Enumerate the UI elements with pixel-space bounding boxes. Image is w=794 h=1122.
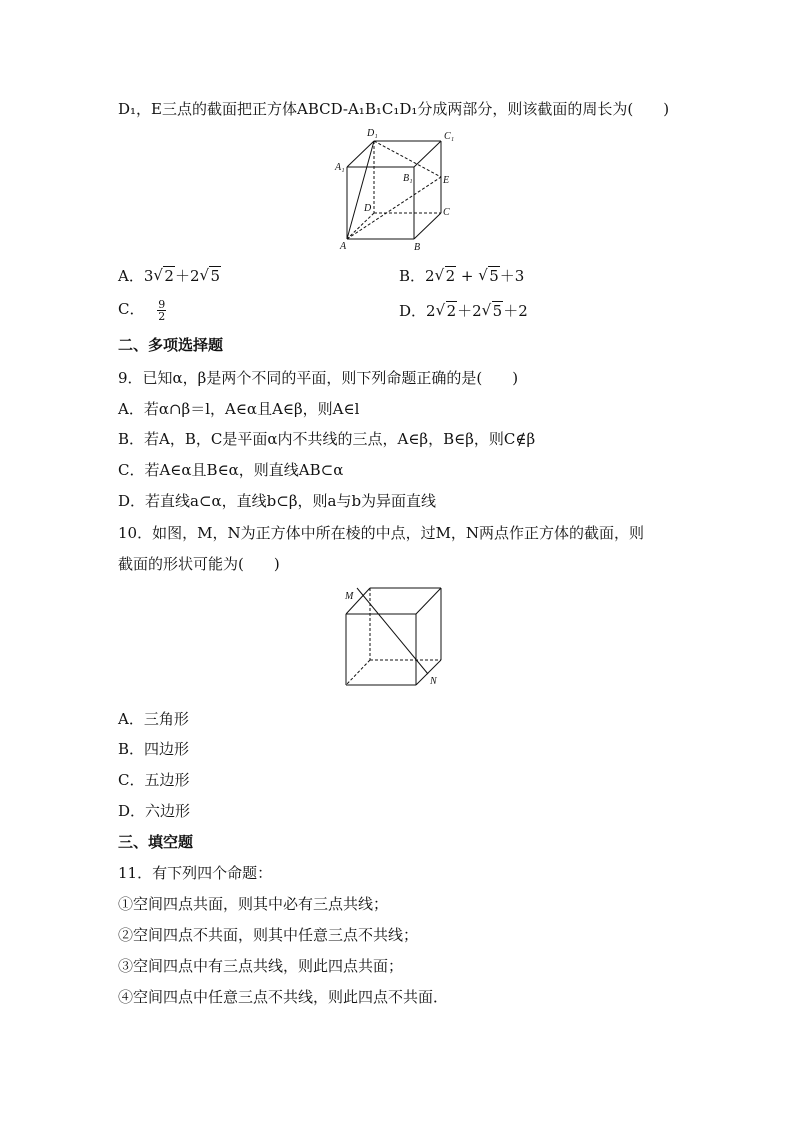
q8-option-d[interactable]: D．2√ 2＋2√ 5＋2	[399, 300, 528, 321]
q9-option-b[interactable]: B．若A，B，C是平面α内不共线的三点，A∈β，B∈β，则C∉β	[118, 430, 536, 448]
q10-option-c[interactable]: C．五边形	[118, 771, 190, 789]
sqrt-symbol: √ 5	[199, 267, 221, 285]
edge-c-b	[414, 213, 441, 239]
q10-option-a[interactable]: A．三角形	[118, 710, 189, 728]
label-a1: A₁	[335, 162, 345, 173]
q9-option-d[interactable]: D．若直线a⊂α，直线b⊂β，则a与b为异面直线	[118, 492, 437, 510]
label-b: B	[414, 242, 421, 253]
section-heading-multiple-choice: 二、多项选择题	[118, 336, 224, 354]
label-a: A	[340, 241, 347, 252]
section-heading-fill-in: 三、填空题	[118, 833, 194, 851]
q11-proposition-4: ④空间四点中任意三点不共线，则此四点不共面．	[118, 988, 449, 1006]
q8-option-c[interactable]: C． $\frac{9}{2}$	[118, 297, 166, 323]
q11-proposition-1: ①空间四点共面，则其中必有三点共线；	[118, 895, 389, 913]
label-b1: B₁	[403, 173, 413, 184]
section-d1-e	[374, 141, 441, 177]
q8-option-b[interactable]: B．2√ 2 + √ 5＋3	[399, 265, 524, 286]
q10-stem-line2: 截面的形状可能为( )	[118, 555, 280, 573]
q11-proposition-3: ③空间四点中有三点共线，则此四点共面；	[118, 957, 404, 975]
q9-stem: 9．已知α，β是两个不同的平面，则下列命题正确的是( )	[118, 369, 519, 387]
label-m: M	[345, 591, 354, 602]
segment-m-n	[357, 588, 428, 674]
label-d: D	[364, 203, 372, 214]
q8-option-a[interactable]: A．3√ 2＋2√ 5	[118, 265, 221, 286]
cube-figure-q10	[340, 582, 450, 692]
q10-option-d[interactable]: D．六边形	[118, 802, 191, 820]
sqrt-symbol: √ 2	[435, 267, 457, 285]
sqrt-symbol: √ 2	[153, 267, 175, 285]
sqrt-symbol: √ 5	[478, 267, 500, 285]
cube-figure-q8	[330, 126, 470, 256]
edge-hidden-bottom-left	[346, 660, 370, 685]
q10-stem-line1: 10．如图，M，N为正方体中所在棱的中点，过M，N两点作正方体的截面，则	[118, 524, 645, 542]
label-c1: C₁	[444, 131, 455, 142]
label-d1: D₁	[367, 128, 378, 139]
fraction: $\frac{9}{2}$	[158, 297, 166, 323]
q11-proposition-2: ②空间四点不共面，则其中任意三点不共线；	[118, 926, 419, 944]
q10-option-b[interactable]: B．四边形	[118, 740, 190, 758]
q8-stem: D₁，E三点的截面把正方体ABCD-A₁B₁C₁D₁分成两部分，则该截面的周长为( )	[118, 100, 670, 118]
q9-option-a[interactable]: A．若α∩β＝l，A∈α且A∈β，则A∈l	[118, 400, 360, 418]
label-n: N	[430, 676, 437, 687]
sqrt-symbol: √ 2	[436, 302, 458, 320]
label-e: E	[443, 175, 450, 186]
edge-c1-b1	[414, 141, 441, 167]
q11-stem: 11．有下列四个命题：	[118, 864, 273, 882]
label-c: C	[443, 207, 450, 218]
q9-option-c[interactable]: C．若A∈α且B∈α，则直线AB⊂α	[118, 461, 344, 479]
edge-top-right	[416, 588, 441, 614]
sqrt-symbol: √ 5	[482, 302, 504, 320]
